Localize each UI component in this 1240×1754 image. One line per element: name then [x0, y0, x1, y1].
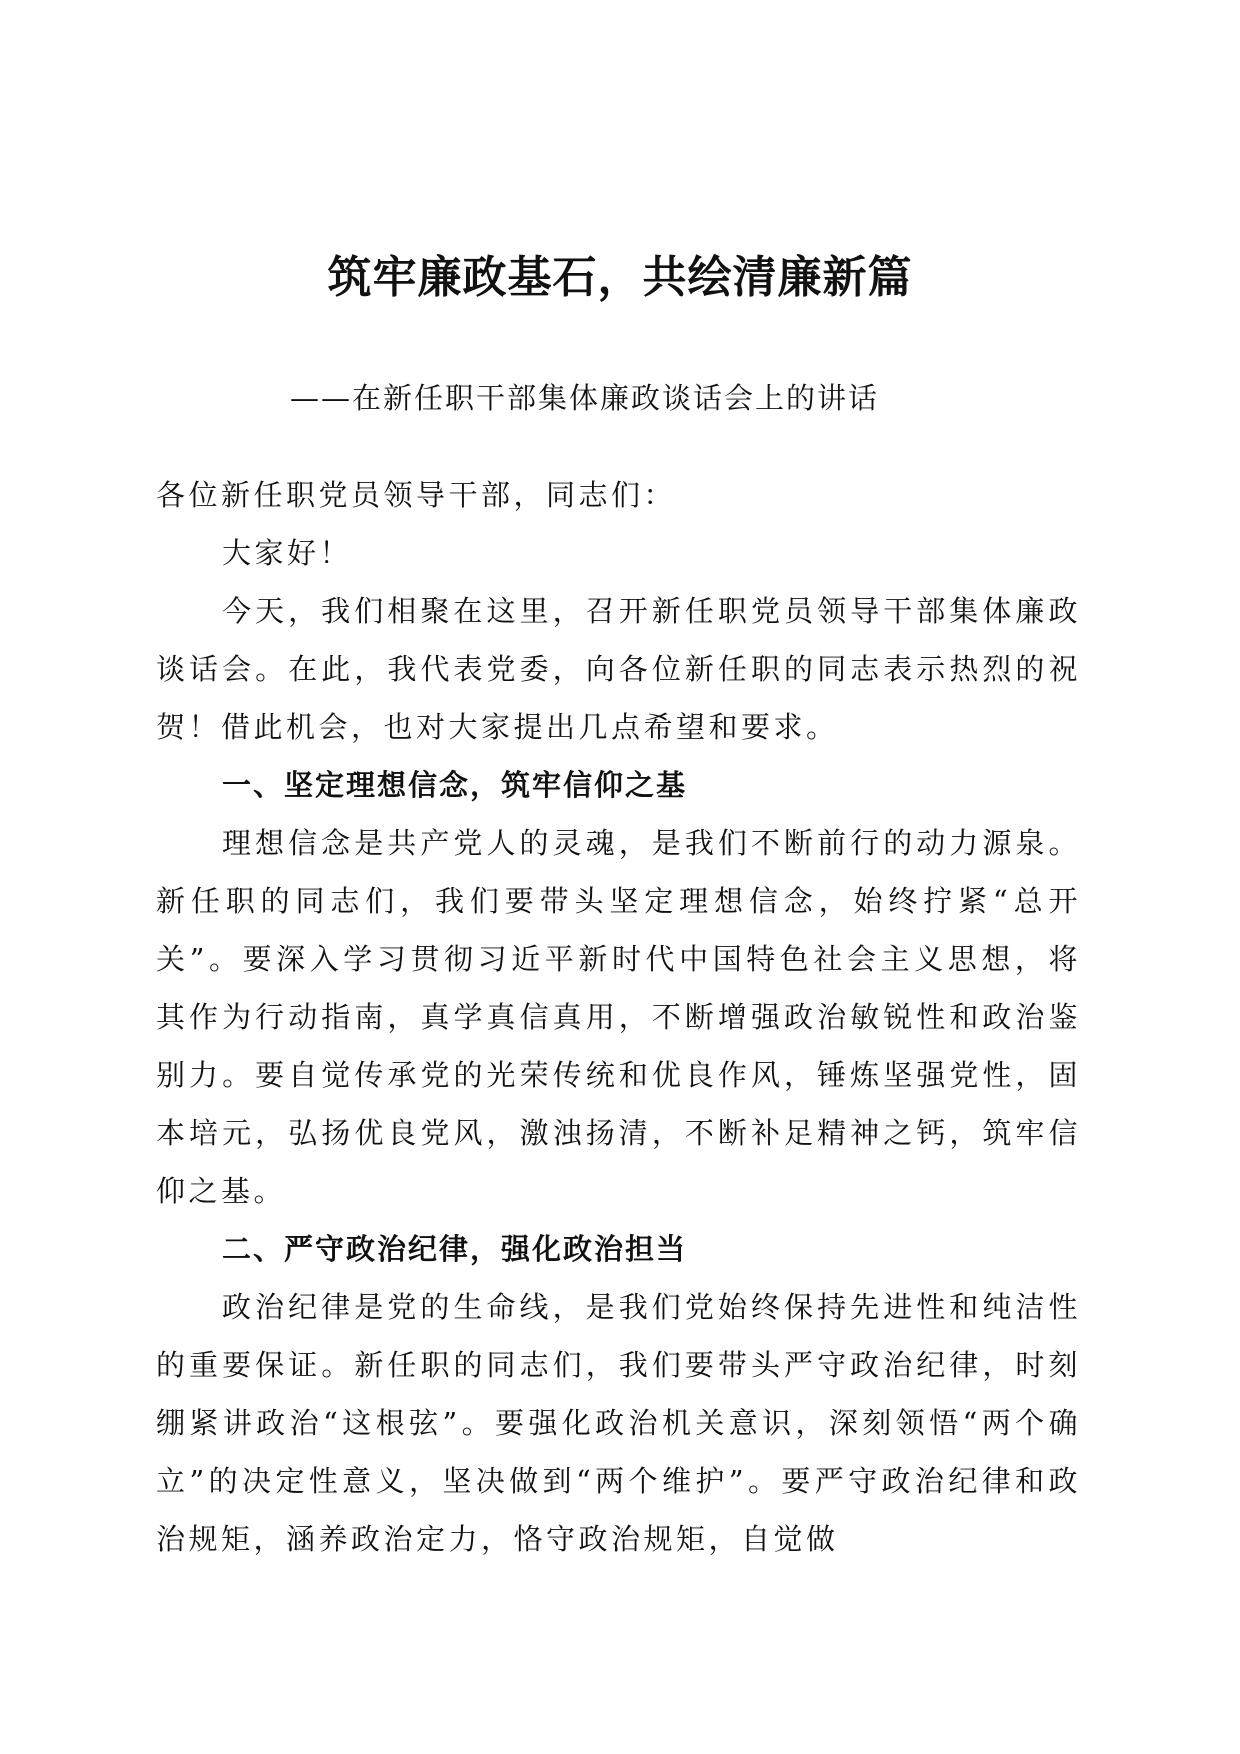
- page-subtitle: ——在新任职干部集体廉政谈话会上的讲话: [290, 381, 880, 415]
- section-paragraph-1: 理想信念是共产党人的灵魂，是我们不断前行的动力源泉。新任职的同志们，我们要带头坚定理想信念，始终拧紧“总开关”。要深入学习贯彻习近平新时代中国特色社会主义思想，将其作为行动指南，真学真信真用，不断增强政治敏锐性和政治鉴别力。要自觉传承党的光荣传统和优良作风，锤炼坚强党性，固本培元，弘扬优良党风，激浊扬清，不断补足精神之钙，筑牢信仰之基。: [156, 826, 1081, 1208]
- intro-paragraph: 今天，我们相聚在这里，召开新任职党员领导干部集体廉政谈话会。在此，我代表党委，向各位新任职的同志表示热烈的祝贺！借此机会，也对大家提出几点希望和要求。: [156, 594, 1081, 744]
- page-title: 筑牢廉政基石，共绘清廉新篇: [327, 252, 913, 303]
- section-heading-1: 一、坚定理想信念，筑牢信仰之基: [222, 768, 688, 802]
- salutation: 各位新任职党员领导干部，同志们：: [156, 478, 677, 512]
- greeting: 大家好！: [222, 536, 353, 570]
- section-heading-2: 二、严守政治纪律，强化政治担当: [222, 1232, 688, 1266]
- section-paragraph-2: 政治纪律是党的生命线，是我们党始终保持先进性和纯洁性的重要保证。新任职的同志们，我们要带头严守政治纪律，时刻绷紧讲政治“这根弦”。要强化政治机关意识，深刻领悟“两个确立”的决定性意义，坚决做到“两个维护”。要严守政治纪律和政治规矩，涵养政治定力，恪守政治规矩，自觉做: [156, 1290, 1081, 1556]
